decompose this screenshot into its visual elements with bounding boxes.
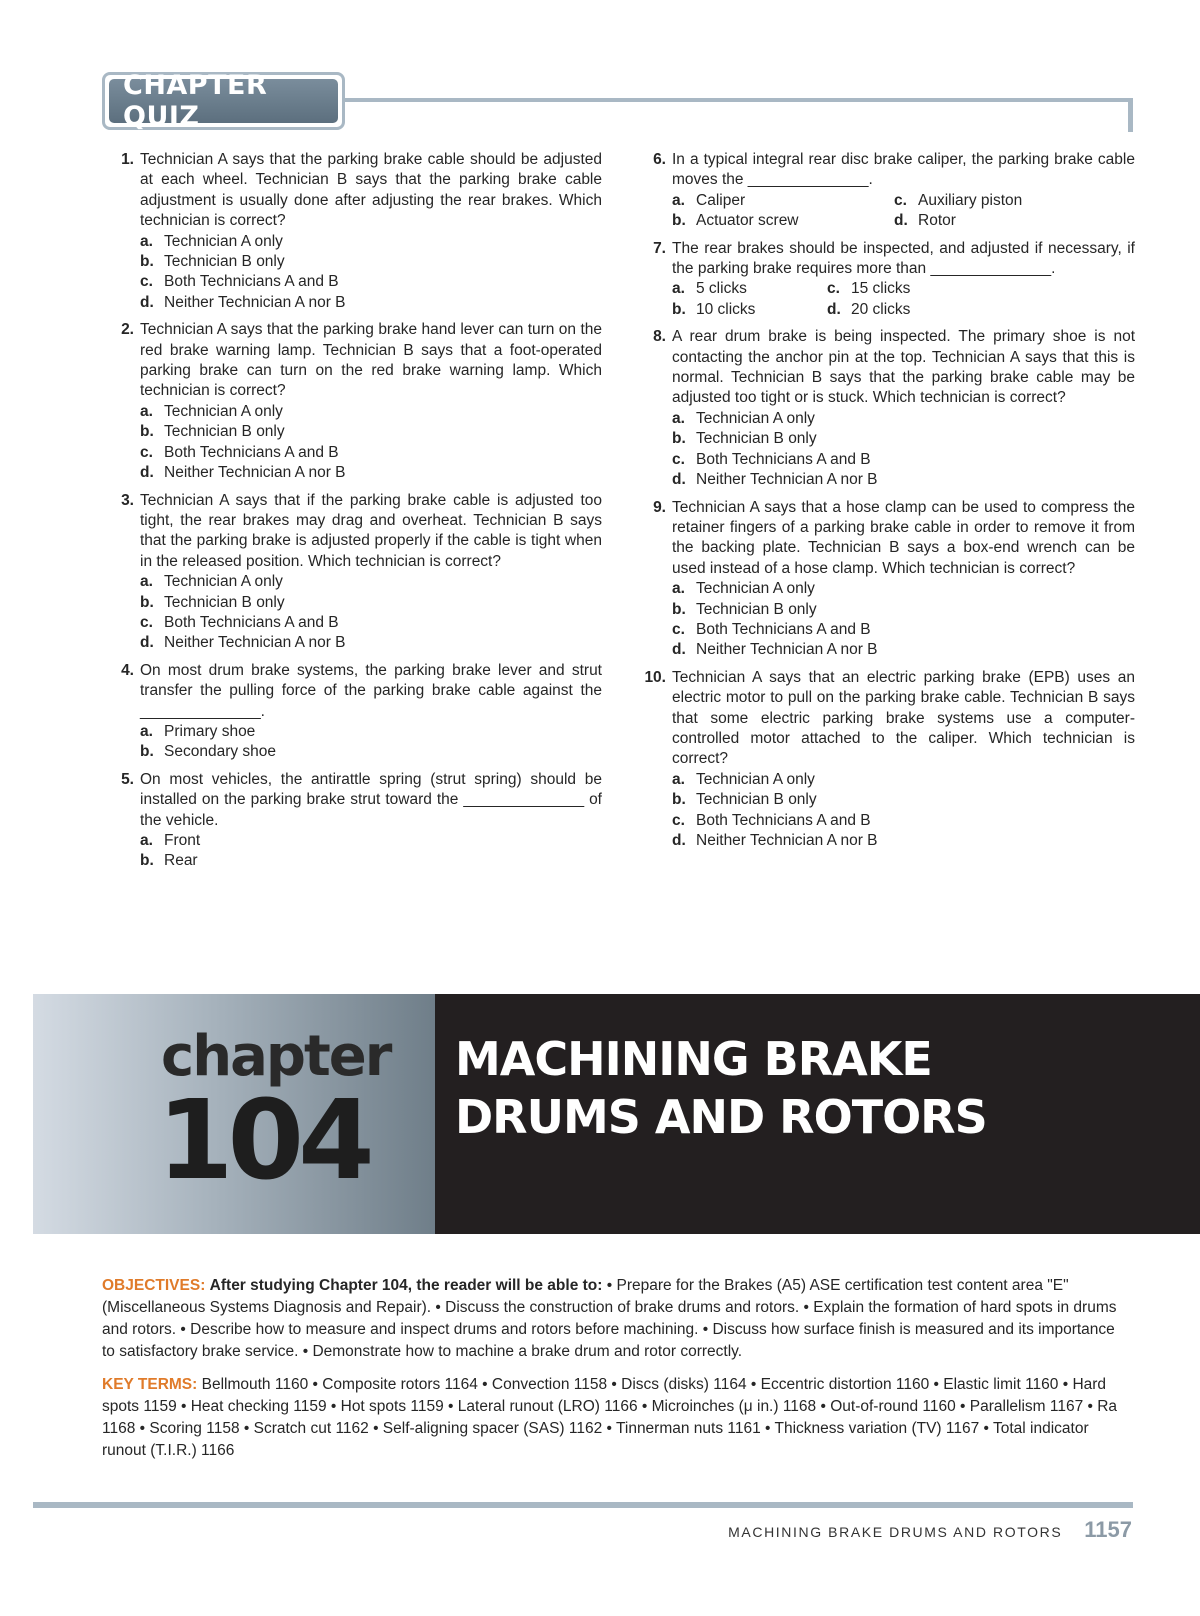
answer-option: c. Auxiliary piston xyxy=(894,191,1023,209)
question-number: 4. xyxy=(121,661,134,679)
question-stem: Technician A says that a hose clamp can be used to compress the retainer fingers of a parking brake cable in order to remove it from the backing plate. Technician B says a box-end wrench can be used instead of a hose clamp. Which technician is correct? xyxy=(672,498,1135,577)
objectives xyxy=(102,1275,1132,1363)
question-stem: Technician A says that an electric parking brake (EPB) uses an electric motor to pull on the parking brake cable. Technician B says that some electric parking brake systems use a computer-controlled motor attached to the caliper. Which technician is correct? xyxy=(672,668,1135,768)
quiz-right-column xyxy=(636,150,1135,858)
objectives-text: • Prepare for the Brakes (A5) ASE certification test content area "E" (Miscellaneous Systems Diagnosis and Repair). • Discuss the construction of brake drums and rotors. • Explain the formation of hard spots in drums and rotors. • Describe how to measure and inspect drums and rotors before machining. • Discuss how surface finish is measured and its importance to satisfactory brake service. • Demonstrate how to machine a brake drum and rotor correctly. xyxy=(102,1277,1117,1360)
answer-option: a. Technician A only xyxy=(140,402,283,420)
chapter-title-line: DRUMS AND ROTORS xyxy=(455,1090,987,1144)
question-stem: The rear brakes should be inspected, and adjusted if necessary, if the parking brake requires more than ______________. xyxy=(672,239,1135,278)
question-number: 2. xyxy=(121,321,134,339)
header-rule-end xyxy=(1128,98,1133,132)
running-title: MACHINING BRAKE DRUMS AND ROTORS xyxy=(728,1524,1063,1540)
question-3 xyxy=(104,491,602,654)
question-1 xyxy=(104,150,602,313)
chapter-title-panel xyxy=(435,994,1200,1234)
answer-option: d. Neither Technician A nor B xyxy=(672,832,878,849)
question-stem: On most vehicles, the antirattle spring (strut spring) should be installed on the parking brake strut toward the ______________ of the vehicle. xyxy=(140,770,602,829)
answer-option: c. Both Technicians A and B xyxy=(672,450,871,468)
question-stem: Technician A says that the parking brake cable should be adjusted at each wheel. Technician B says that the parking brake cable adjustment is usually done after adjusting the rear brakes. Which technician is correct? xyxy=(140,151,602,230)
question-4 xyxy=(104,661,602,763)
answer-options xyxy=(672,579,1135,661)
answer-option: a. Caliper xyxy=(672,191,746,209)
question-7 xyxy=(636,239,1135,321)
answer-options xyxy=(140,572,602,654)
chapter-quiz-header xyxy=(102,72,1133,134)
answer-option: a. Technician A only xyxy=(140,232,283,250)
answer-option: b. Technician B only xyxy=(672,430,817,448)
question-stem: In a typical integral rear disc brake caliper, the parking brake cable moves the ______________. xyxy=(672,151,1135,189)
answer-option: b. Technician B only xyxy=(140,253,285,271)
answer-option: c. Both Technicians A and B xyxy=(140,273,339,291)
answer-options xyxy=(672,279,1135,320)
chapter-number-panel xyxy=(33,994,435,1234)
question-9 xyxy=(636,498,1135,661)
key-terms xyxy=(102,1374,1132,1462)
answer-option: c. 15 clicks xyxy=(827,280,911,298)
answer-option: d. Neither Technician A nor B xyxy=(672,641,878,659)
answer-option: b. Technician B only xyxy=(140,423,285,441)
answer-option: a. Technician A only xyxy=(672,409,815,427)
quiz-title: CHAPTER QUIZ xyxy=(109,79,338,123)
answer-option: a. Front xyxy=(140,832,201,849)
question-stem: On most drum brake systems, the parking brake lever and strut transfer the pulling force of the parking brake cable against the ______________. xyxy=(140,661,602,720)
answer-option: d. Rotor xyxy=(894,212,956,230)
question-2 xyxy=(104,320,602,483)
question-stem: Technician A says that the parking brake hand lever can turn on the red brake warning lamp. Technician B says that a foot-operated parking brake can turn on the red brake warning lamp. Which technician is correct? xyxy=(140,321,602,400)
answer-option: c. Both Technicians A and B xyxy=(140,613,339,631)
answer-option: b. Technician B only xyxy=(140,593,285,611)
question-6 xyxy=(636,150,1135,232)
answer-option: d. Neither Technician A nor B xyxy=(672,471,878,489)
question-number: 3. xyxy=(121,491,134,509)
question-number: 9. xyxy=(653,498,666,516)
answer-option: c. Both Technicians A and B xyxy=(140,443,339,461)
answer-option: b. 10 clicks xyxy=(672,300,756,318)
answer-option: d. Neither Technician A nor B xyxy=(140,464,346,482)
answer-option: b. Actuator screw xyxy=(672,212,799,230)
answer-option: d. 20 clicks xyxy=(827,300,911,318)
answer-option: b. Technician B only xyxy=(672,600,817,618)
question-number: 8. xyxy=(653,328,666,346)
answer-option: a. Technician A only xyxy=(140,573,283,591)
answer-option: a. Primary shoe xyxy=(140,722,256,740)
question-number: 6. xyxy=(653,151,666,168)
key-terms-text: Bellmouth 1160 • Composite rotors 1164 • Convection 1158 • Discs (disks) 1164 • Eccentric distortion 1160 • Elastic limit 1160 • Hard spots 1159 • Heat checking 1159 • Hot spots 1159 • Lateral runout (LRO) 1166 • Microinches (μ in.) 1168 • Out-of-round 1160 • Parallelism 1167 • Ra 1168 • Scoring 1158 • Scratch cut 1162 • Self-aligning spacer (SAS) 1162 • Tinnerman nuts 1161 • Thickness variation (TV) 1167 • Total indicator runout (T.I.R.) 1166 xyxy=(102,1376,1118,1459)
answer-options xyxy=(140,722,602,763)
objectives-intro: After studying Chapter 104, the reader will be able to: xyxy=(209,1277,603,1294)
header-rule xyxy=(338,98,1133,102)
answer-option: a. Technician A only xyxy=(672,580,815,598)
answer-options xyxy=(140,402,602,484)
answer-options xyxy=(672,770,1135,852)
quiz-left-column xyxy=(104,150,602,879)
answer-option: b. Rear xyxy=(140,852,198,870)
question-number: 1. xyxy=(121,151,134,168)
question-number: 10. xyxy=(644,668,666,686)
answer-option: b. Technician B only xyxy=(672,791,817,809)
footer-rule xyxy=(33,1502,1133,1508)
answer-option: d. Neither Technician A nor B xyxy=(140,634,346,652)
answer-options xyxy=(140,232,602,314)
quiz-tab xyxy=(102,72,345,130)
answer-option: a. Technician A only xyxy=(672,770,815,788)
question-stem: A rear drum brake is being inspected. The primary shoe is not contacting the anchor pin at the top. Technician A says that this is normal. Technician B says that the parking brake cable may be adjusted too tight or is stuck. Which technician is correct? xyxy=(672,328,1135,407)
question-stem: Technician A says that if the parking brake cable is adjusted too tight, the rear brakes may drag and overheat. Technician B says that the parking brake is adjusted properly if the cable is tight when in the released position. Which technician is correct? xyxy=(140,491,602,570)
answer-option: a. 5 clicks xyxy=(672,280,747,298)
key-terms-label: KEY TERMS: xyxy=(102,1376,198,1393)
answer-options xyxy=(140,831,602,872)
chapter-label: chapter xyxy=(161,1024,391,1089)
answer-options xyxy=(672,191,1135,232)
chapter-banner xyxy=(33,994,1200,1234)
page-number: 1157 xyxy=(1084,1517,1132,1542)
answer-option: c. Both Technicians A and B xyxy=(672,620,871,638)
chapter-number: 104 xyxy=(157,1076,369,1204)
page-footer xyxy=(728,1517,1132,1543)
answer-option: d. Neither Technician A nor B xyxy=(140,293,346,311)
chapter-title-line: MACHINING BRAKE xyxy=(455,1032,932,1086)
answer-option: c. Both Technicians A and B xyxy=(672,811,871,829)
question-10 xyxy=(636,668,1135,852)
objectives-label: OBJECTIVES: xyxy=(102,1277,206,1294)
question-8 xyxy=(636,327,1135,490)
answer-option: b. Secondary shoe xyxy=(140,743,277,761)
chapter-title xyxy=(455,1030,987,1146)
question-5 xyxy=(104,770,602,872)
answer-options xyxy=(672,409,1135,491)
question-number: 5. xyxy=(121,770,134,788)
question-number: 7. xyxy=(653,239,666,257)
